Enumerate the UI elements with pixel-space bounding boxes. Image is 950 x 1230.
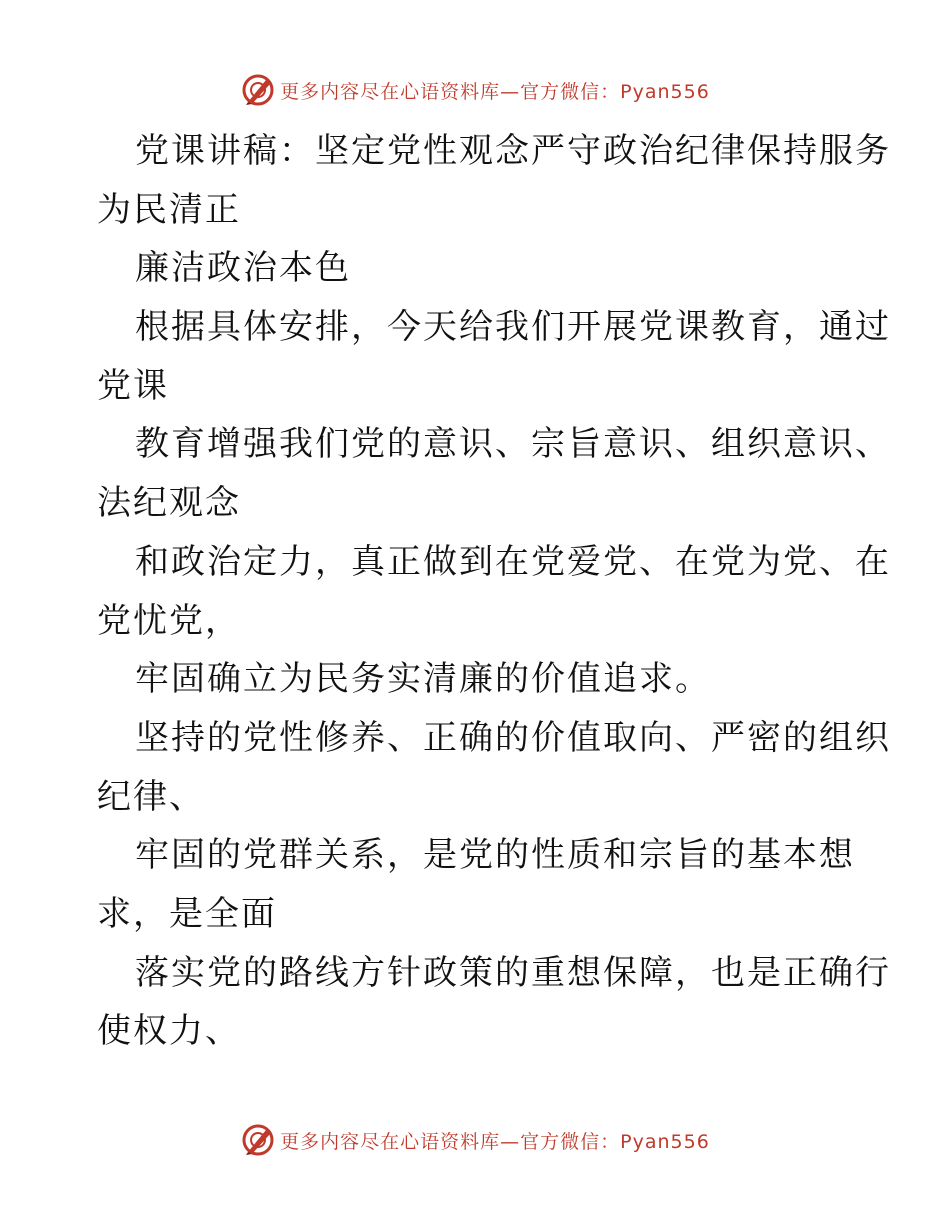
pen-logo-icon [240,1122,276,1158]
text-line: 使权力、 [97,1011,241,1052]
footer-banner-text: 更多内容尽在心语资料库—官方微信：Pyan556 [280,1130,710,1153]
text-line: 党课讲稿：坚定党性观念严守政治纪律保持服务 [135,131,891,171]
header-banner [0,70,950,110]
text-line: 教育增强我们党的意识、宗旨意识、组织意识、 [135,424,891,465]
text-line: 为民清正 [97,189,241,230]
text-line: 牢固确立为民务实清廉的价值追求。 [135,659,711,700]
text-line: 落实党的路线方针政策的重想保障，也是正确行 [135,952,891,993]
text-line: 党忧党， [97,600,241,641]
text-line: 纪律、 [97,776,205,817]
document-body [97,122,891,1061]
pen-logo-icon [240,72,276,108]
text-line: 廉洁政治本色 [135,248,351,289]
text-line: 和政治定力，真正做到在党爱党、在党为党、在 [135,541,891,582]
text-line: 根据具体安排，今天给我们开展党课教育，通过 [135,307,891,348]
header-banner-text: 更多内容尽在心语资料库—官方微信：Pyan556 [280,80,710,103]
text-line: 求，是全面 [97,893,277,934]
text-line: 坚持的党性修养、正确的价值取向、严密的组织 [135,717,891,758]
text-line: 党课 [97,365,169,406]
footer-banner [0,1120,950,1160]
text-line: 法纪观念 [97,483,241,524]
text-line: 牢固的党群关系，是党的性质和宗旨的基本想 [135,835,855,876]
